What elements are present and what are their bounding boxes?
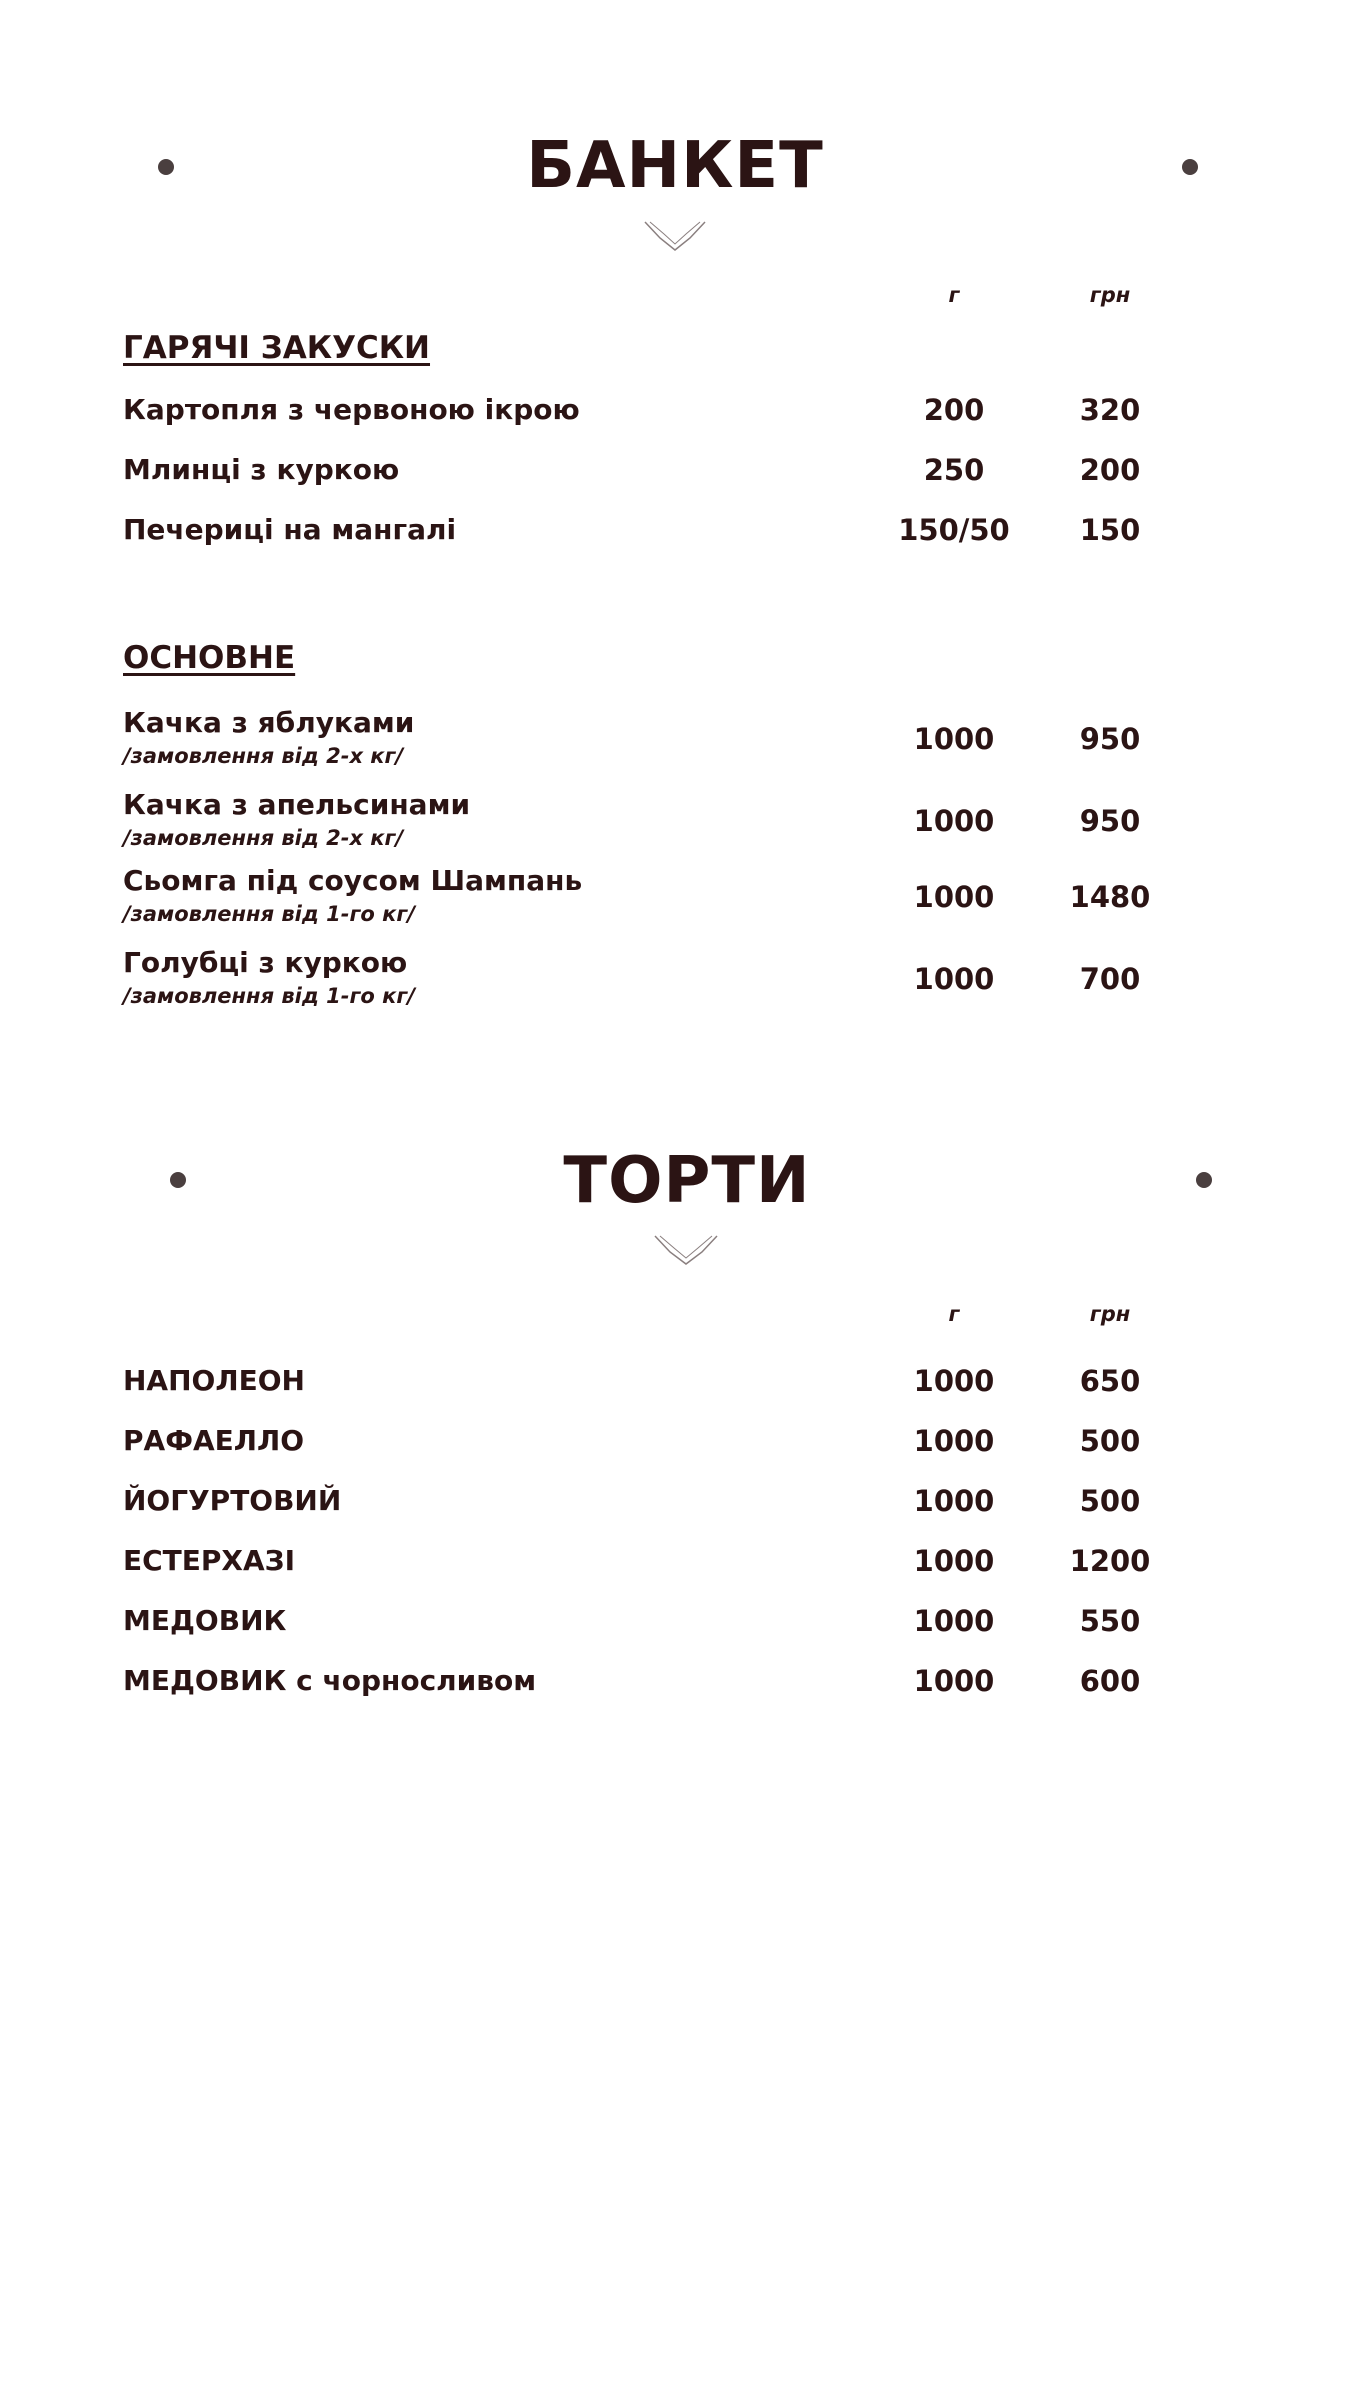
item-name: Печериці на мангалі	[123, 513, 457, 546]
item-weight: 1000	[913, 722, 995, 756]
item-price: 1200	[1069, 1544, 1151, 1578]
item-name: Сьомга під соусом Шампань	[123, 864, 583, 897]
item-weight: 1000	[913, 1424, 995, 1458]
section-title-main: ОСНОВНЕ	[123, 640, 296, 676]
item-price: 200	[1079, 453, 1141, 487]
item-price: 150	[1079, 513, 1141, 547]
item-weight: 1000	[913, 1544, 995, 1578]
item-name: Картопля з червоною ікрою	[123, 393, 580, 426]
item-name: Качка з яблуками	[123, 706, 415, 739]
item-price: 550	[1079, 1604, 1141, 1638]
item-weight: 1000	[913, 1364, 995, 1398]
item-name: ЙОГУРТОВИЙ	[123, 1484, 342, 1517]
item-name: Голубці з куркою	[123, 946, 408, 979]
torty-title: ТОРТИ	[563, 1144, 811, 1218]
banket-banner	[0, 110, 1350, 270]
weight-column-header: г	[948, 1302, 960, 1326]
item-price: 700	[1079, 962, 1141, 996]
item-name: Качка з апельсинами	[123, 788, 471, 821]
item-price: 320	[1079, 393, 1141, 427]
item-note: /замовлення від 1-го кг/	[123, 984, 416, 1008]
item-price: 500	[1079, 1484, 1141, 1518]
item-note: /замовлення від 1-го кг/	[123, 902, 416, 926]
item-price: 650	[1079, 1364, 1141, 1398]
item-price: 1480	[1069, 880, 1151, 914]
item-name: ЕСТЕРХАЗІ	[123, 1544, 295, 1577]
item-weight: 150/50	[898, 513, 1010, 547]
torty-banner	[0, 1125, 1350, 1285]
banket-title: БАНКЕТ	[526, 129, 824, 203]
item-name: МЕДОВИК	[123, 1604, 287, 1637]
item-price: 950	[1079, 804, 1141, 838]
item-name: МЕДОВИК с чорносливом	[123, 1664, 537, 1697]
item-name: НАПОЛЕОН	[123, 1364, 305, 1397]
item-weight: 1000	[913, 962, 995, 996]
item-weight: 1000	[913, 1484, 995, 1518]
price-column-header: грн	[1089, 1302, 1131, 1326]
item-name: Млинці з куркою	[123, 453, 400, 486]
item-weight: 1000	[913, 880, 995, 914]
item-weight: 200	[923, 393, 985, 427]
item-weight: 250	[923, 453, 985, 487]
item-weight: 1000	[913, 1664, 995, 1698]
item-price: 500	[1079, 1424, 1141, 1458]
item-price: 600	[1079, 1664, 1141, 1698]
item-name: РАФАЕЛЛО	[123, 1424, 305, 1457]
item-note: /замовлення від 2-х кг/	[123, 826, 404, 850]
item-weight: 1000	[913, 804, 995, 838]
weight-column-header: г	[948, 283, 960, 307]
item-price: 950	[1079, 722, 1141, 756]
price-column-header: грн	[1089, 283, 1131, 307]
item-note: /замовлення від 2-х кг/	[123, 744, 404, 768]
section-title-hot-appetizers: ГАРЯЧІ ЗАКУСКИ	[123, 330, 431, 366]
item-weight: 1000	[913, 1604, 995, 1638]
